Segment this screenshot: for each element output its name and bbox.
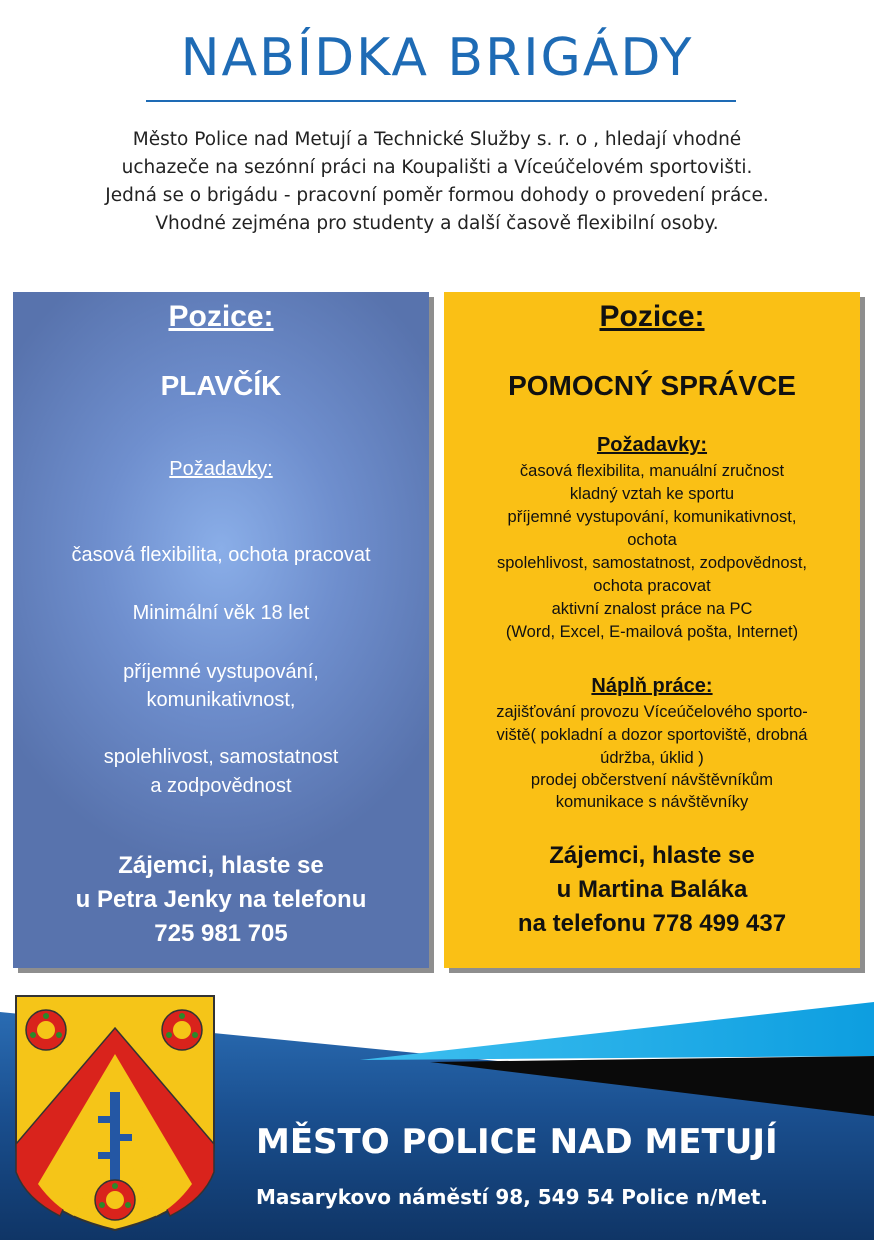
requirements-heading: Požadavky:	[169, 458, 273, 480]
position-heading: Pozice:	[599, 300, 705, 333]
duty-item: komunikace s návštěvníky	[555, 793, 749, 811]
contact-line: Zájemci, hlaste se	[549, 842, 755, 869]
contact-phone: na telefonu 778 499 437	[517, 910, 787, 937]
requirements-heading: Požadavky:	[596, 434, 708, 456]
coat-of-arms-icon	[14, 994, 216, 1234]
contact-phone: 725 981 705	[154, 920, 288, 947]
title-underline	[146, 100, 736, 102]
position-heading: Pozice:	[168, 300, 274, 333]
requirement-item: spolehlivost, samostatnost	[103, 746, 339, 768]
intro-line: Jedná se o brigádu - pracovní poměr formou dohody o provedení práce.	[105, 185, 769, 206]
intro-line: uchazeče na sezónní práci na Koupališti a Víceúčelovém sportovišti.	[121, 157, 753, 178]
duty-item: viště( pokladní a dozor sportoviště, drobná	[496, 726, 808, 744]
requirement-item: spolehlivost, samostatnost, zodpovědnost,	[496, 554, 807, 572]
requirement-item: ochota pracovat	[593, 577, 711, 595]
page-title: NABÍDKA BRIGÁDY	[180, 28, 694, 88]
requirement-item: aktivní znalost práce na PC	[551, 600, 753, 618]
requirement-item: příjemné vystupování, komunikativnost,	[507, 508, 797, 526]
duties-heading: Náplň práce:	[591, 675, 713, 697]
duty-item: zajišťování provozu Víceúčelového sporto-	[496, 703, 808, 721]
intro-line: Město Police nad Metují a Technické Služby s. r. o , hledají vhodné	[132, 129, 742, 150]
requirement-item: časová flexibilita, ochota pracovat	[71, 544, 371, 566]
requirement-item: časová flexibilita, manuální zručnost	[519, 462, 785, 480]
position-title: PLAVČÍK	[160, 370, 282, 401]
position-card-lifeguard	[13, 292, 429, 968]
intro-line: Vhodné zejména pro studenty a další časově flexibilní osoby.	[155, 213, 719, 234]
footer-town-name: MĚSTO POLICE NAD METUJÍ	[256, 1122, 778, 1162]
requirement-item: příjemné vystupování,	[123, 661, 319, 683]
duty-item: údržba, úklid )	[600, 749, 704, 767]
requirement-item: (Word, Excel, E-mailová pošta, Internet)	[505, 623, 799, 641]
requirement-item: komunikativnost,	[146, 689, 296, 711]
contact-line: Zájemci, hlaste se	[118, 852, 324, 879]
contact-line: u Martina Baláka	[556, 876, 748, 903]
position-card-assistant-manager	[444, 292, 860, 968]
position-title: POMOCNÝ SPRÁVCE	[508, 370, 796, 401]
requirement-item: kladný vztah ke sportu	[569, 485, 735, 503]
requirement-item: ochota	[627, 531, 677, 549]
duty-item: prodej občerstvení návštěvníkům	[530, 771, 774, 789]
requirement-item: a zodpovědnost	[150, 775, 292, 797]
intro-text	[20, 126, 854, 238]
footer-address: Masarykovo náměstí 98, 549 54 Police n/Met.	[256, 1185, 768, 1209]
contact-line: u Petra Jenky na telefonu	[75, 886, 367, 913]
requirement-item: Minimální věk 18 let	[132, 602, 310, 624]
